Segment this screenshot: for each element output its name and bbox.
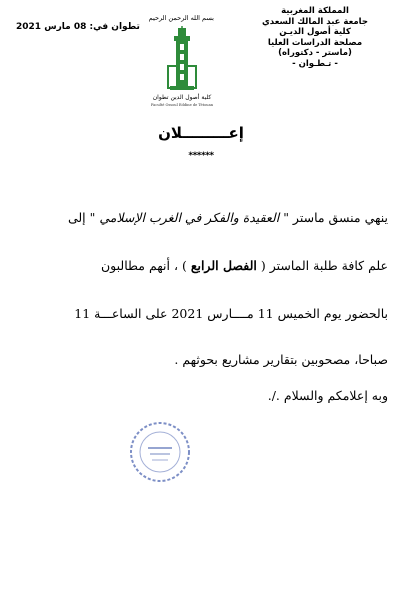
line1-prefix: ينهي منسق ماستر <box>288 210 388 225</box>
title-stars: ****** <box>188 151 214 161</box>
faculty-logo <box>150 14 214 106</box>
body-line-5: وبه إعلامكم والسلام ./. <box>267 388 388 403</box>
institution-line: مصلحة الدراسات العليا <box>267 37 363 48</box>
institution-header <box>240 6 390 69</box>
body-line-1 <box>18 210 388 225</box>
body-line-4: صباحا، مصحوبين بتقارير مشاريع بحوثهم . <box>174 352 388 367</box>
institution-line: - تـطـوان - <box>292 58 338 69</box>
program-name: " العقيدة والفكر في الغرب الإسلامي " <box>89 210 289 225</box>
institution-line: كلية أصول الديـن <box>279 27 351 37</box>
line1-suffix: إلى <box>67 210 90 225</box>
basmala-text: بسم الله الرحمن الرحيم <box>148 14 214 22</box>
announcement-title: إعـــــــــلان <box>158 124 244 142</box>
body-line-3: بالحضور يوم الخميس 11 مــــارس 2021 على الساعـــة 11 <box>74 306 388 321</box>
document-date: تطوان في: 08 مارس 2021 <box>16 22 140 32</box>
line2-suffix: ) ، أنهم مطالبون <box>101 258 191 273</box>
logo-caption-fr: Faculté Ossoul Eddine de Tétouan <box>150 103 214 107</box>
official-stamp-icon <box>128 420 192 484</box>
institution-line: المملكة المغربية <box>281 6 349 16</box>
line2-prefix: علم كافة طلبة الماستر ( <box>256 258 388 273</box>
logo-caption-ar: كلية أصول الدين تطوان <box>152 94 212 101</box>
institution-line: جامعة عبد المالك السعدي <box>262 16 368 27</box>
minaret-logo-icon <box>167 26 197 92</box>
body-line-2 <box>18 258 388 273</box>
institution-line: (ماستر - دكتوراه) <box>278 48 352 58</box>
semester-name: الفصل الرابع <box>190 258 257 273</box>
